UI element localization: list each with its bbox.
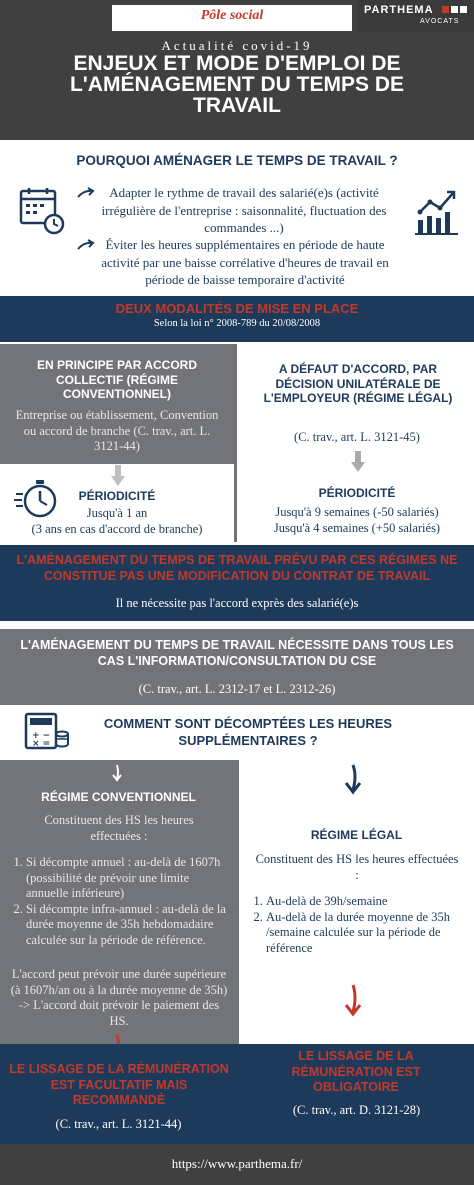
hours-divider [237,760,239,1044]
hours-left-title: RÉGIME CONVENTIONNEL [41,790,196,804]
hours-left-list [10,855,232,948]
hours-left-smoothing: LE LISSAGE DE LA RÉMUNÉRATION EST FACULTATIF MAIS RECOMMANDÉ [9,1062,229,1107]
modes-heading: DEUX MODALITÉS DE MISE EN PLACE [115,301,359,316]
hours-right-intro: Constituent des HS les heures effectuées : [255,852,459,882]
header-kicker: Actualité covid-19 [161,38,313,53]
hours-right-ref: (C. trav., art. D. 3121-28) [292,1103,421,1117]
contract-heading: L'AMÉNAGEMENT DU TEMPS DE TRAVAIL PRÉVU PAR CES RÉGIMES NE CONSTITUE PAS UNE MODIFICATION DU CONTRAT DE TRAVAIL [16,553,458,583]
calculator-coins-icon [24,712,70,752]
mode-left-period-2: (3 ans en cas d'accord de branche) [31,522,203,536]
list-item: 2. Au-delà de la durée moyenne de 35h /semaine calculée sur la période de référence [266,910,470,957]
mode-left-title: EN PRINCIPE PAR ACCORD COLLECTIF (RÉGIME CONVENTIONNEL) [36,358,197,401]
down-arrow [111,465,125,487]
brand-squares [442,6,468,13]
mode-right-period-1: Jusqu'à 9 semaines (-50 salariés) [275,505,439,519]
hours-left-intro: Constituent des HS les heures effectuées : [44,813,194,843]
hours-heading: COMMENT SONT DÉCOMPTÉES LES HEURES SUPPLÉMENTAIRES ? [103,716,393,748]
calendar-clock-icon [18,186,66,236]
brand-sub: AVOCATS [420,18,460,25]
list-item: 2. Si décompte infra-annuel : au-delà de la durée moyenne de 35h hebdomadaire calculée sur la période de référence. [26,902,232,949]
brand-logo [358,0,474,32]
list-item: 1. Si décompte annuel : au-delà de 1607h (possibilité de prévoir une limite annuelle inférieure) [26,855,232,902]
mode-right-period-2: Jusqu'à 4 semaines (+50 salariés) [273,521,441,535]
mode-left-period-1: Jusqu'à 1 an [86,506,148,520]
mode-left-body: Entreprise ou établissement, Convention ou accord de branche (C. trav., art. L. 3121-44) [15,408,219,453]
hours-left-note: L'accord peut prévoir une durée supérieure (à 1607h/an ou à la durée moyenne de 35h) -> L'accord doit prévoir le paiement des HS. [10,967,228,1028]
why-point-1: Adapter le rythme de travail des salarié(e)s (activité irrégulière de l'entreprise : saisonnalité, fluctuation des commandes ...) [101,185,387,235]
hours-right-title: RÉGIME LÉGAL [310,828,403,842]
arrow-icon [342,764,364,796]
svg-text:× =: × = [32,739,51,749]
modes-divider [234,344,237,542]
footer-link[interactable]: https://www.parthema.fr/ [171,1156,303,1171]
mode-right-body: (C. trav., art. L. 3121-45) [294,430,420,444]
arrow-icon [342,984,364,1018]
chart-up-icon [414,188,460,236]
hours-right-smoothing: LE LISSAGE DE LA RÉMUNÉRATION EST OBLIGATOIRE [291,1049,421,1094]
hours-right-list [250,894,470,956]
mode-right-title: A DÉFAUT D'ACCORD, PAR DÉCISION UNILATÉRALE DE L'EMPLOYEUR (RÉGIME LÉGAL) [263,362,453,405]
mode-right-period-title: PÉRIODICITÉ [318,486,396,500]
why-point-2: Éviter les heures supplémentaires en période de haute activité par une baisse corrélative d'heures de travail en période de baisse temporaire d'activité [101,237,389,287]
list-item: 1. Au-delà de 39h/semaine [266,894,470,910]
brand-name: PARTHEMA [364,4,434,16]
page-title: ENJEUX ET MODE D'EMPLOI DE L'AMÉNAGEMENT DU TEMPS DE TRAVAIL [69,52,404,117]
cse-body: (C. trav., art. L. 2312-17 et L. 2312-26) [138,682,336,696]
arrow-icon [76,184,96,196]
contract-body: Il ne nécessite pas l'accord exprès des salarié(e)s [115,596,359,610]
down-arrow [351,451,365,473]
why-heading: POURQUOI AMÉNAGER LE TEMPS DE TRAVAIL ? [76,153,398,168]
mode-left-period-title: PÉRIODICITÉ [78,489,156,503]
hours-left-ref: (C. trav., art. L. 3121-44) [55,1117,182,1131]
arrow-icon [110,764,124,782]
svg-text:+ −: + − [32,731,51,741]
cse-heading: L'AMÉNAGEMENT DU TEMPS DE TRAVAIL NÉCESSITE DANS TOUS LES CAS L'INFORMATION/CONSULTATION DU CSE [20,638,454,668]
modes-subheading: Selon la loi n° 2008-789 du 20/08/2008 [153,318,321,329]
header-tag-label: Pôle social [200,8,264,23]
